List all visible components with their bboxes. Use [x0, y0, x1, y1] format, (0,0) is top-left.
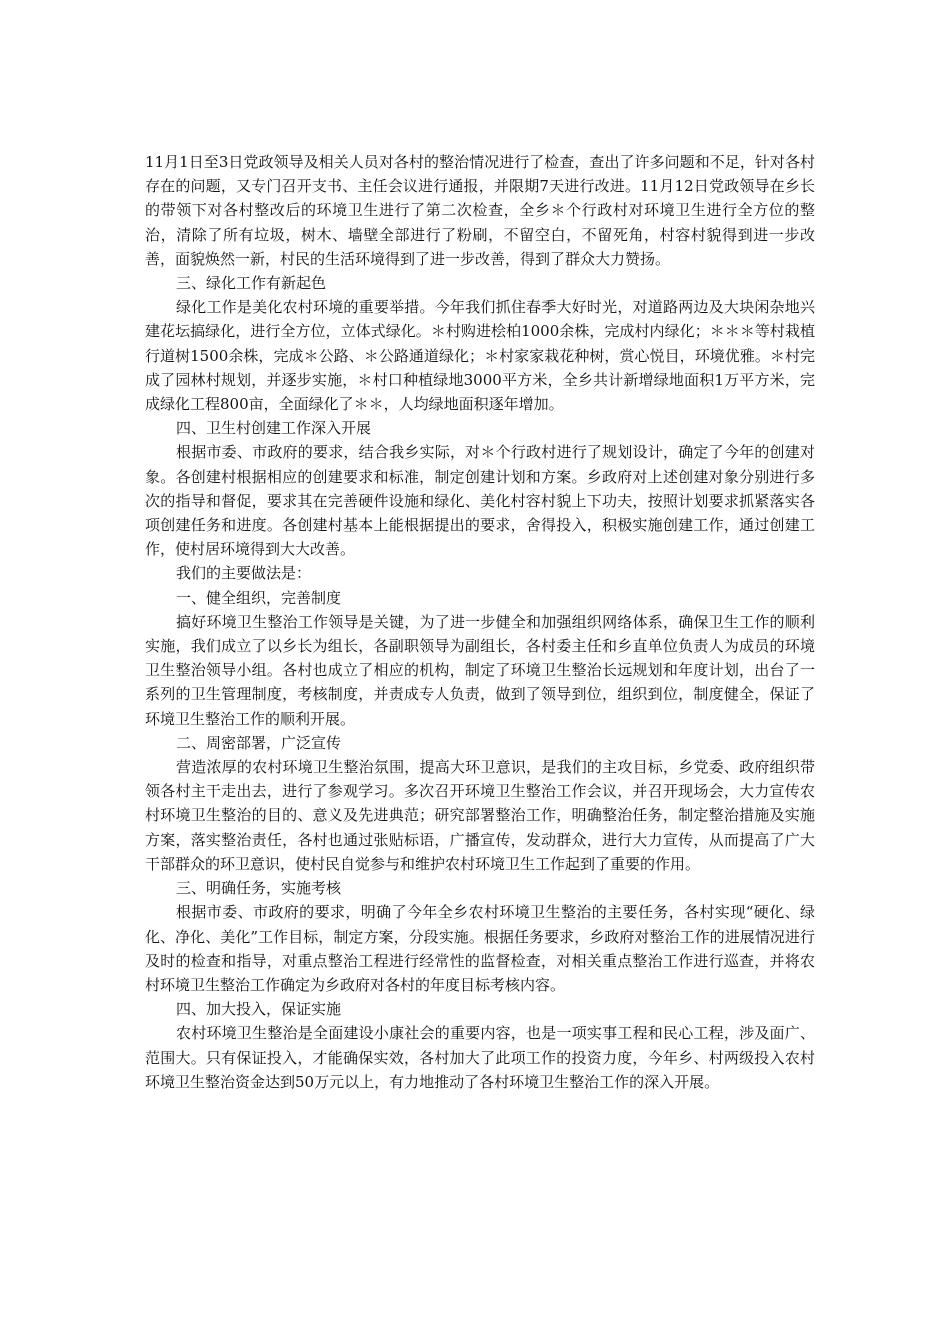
paragraph-sanitary-village: 根据市委、市政府的要求，结合我乡实际，对＊个行政村进行了规划设计，确定了今年的创建对象。各创建村根据相应的创建要求和标准，制定创建计划和方案。乡政府对上述创建对象分别进行多次的指导和督促，要求其在完善硬件设施和绿化、美化村容村貌上下功夫，按照计划要求抓紧落实各项创建任务和进度。各创建村基本上能根据提出的要求，舍得投入，积极实施创建工作，通过创建工作，使村居环境得到大大改善。 — [145, 443, 815, 559]
document-body — [145, 150, 815, 1094]
heading-organization: 一、健全组织，完善制度 — [176, 588, 342, 607]
intro-main-practices: 我们的主要做法是： — [176, 564, 312, 583]
paragraph-inspection: 11月1日至3日党政领导及相关人员对各村的整治情况进行了检查，查出了许多问题和不足，针对各村存在的问题，又专门召开支书、主任会议进行通报，并限期7天进行改进。11月12日党政领导在乡长的带领下对各村整改后的环境卫生进行了第二次检查，全乡＊个行政村对环境卫生进行全方位的整治，清除了所有垃圾，树木、墙壁全部进行了粉刷，不留空白，不留死角，村容村貌得到进一步改善，面貌焕然一新，村民的生活环境得到了进一步改善，得到了群众大力赞扬。 — [145, 153, 815, 268]
heading-investment: 四、加大投入，保证实施 — [176, 1000, 342, 1019]
heading-sanitary-village: 四、卫生村创建工作深入开展 — [176, 419, 372, 438]
heading-publicity: 二、周密部署，广泛宣传 — [176, 733, 342, 752]
heading-greening: 三、绿化工作有新起色 — [176, 274, 327, 293]
heading-tasks: 三、明确任务，实施考核 — [176, 879, 342, 898]
paragraph-investment: 农村环境卫生整治是全面建设小康社会的重要内容，也是一项实事工程和民心工程，涉及面广、范围大。只有保证投入，才能确保实效，各村加大了此项工作的投资力度，今年乡、村两级投入农村环境卫生整治资金达到50万元以上，有力地推动了各村环境卫生整治工作的深入开展。 — [145, 1024, 815, 1091]
paragraph-publicity: 营造浓厚的农村环境卫生整治氛围，提高大环卫意识，是我们的主攻目标，乡党委、政府组织带领各村主干走出去，进行了参观学习。多次召开环境卫生整治工作会议，并召开现场会，大力宣传农村环境卫生整治的目的、意义及先进典范；研究部署整治工作，明确整治任务，制定整治措施及实施方案，落实整治责任，各村也通过张贴标语，广播宣传，发动群众，进行大力宣传，从而提高了广大干部群众的环卫意识，使村民自觉参与和维护农村环境卫生工作起到了重要的作用。 — [145, 758, 815, 873]
paragraph-tasks: 根据市委、市政府的要求，明确了今年全乡农村环境卫生整治的主要任务，各村实现“硬化、绿化、净化、美化”工作目标，制定方案，分段实施。根据任务要求，乡政府对整治工作的进展情况进行及时的检查和指导，对重点整治工程进行经常性的监督检查，对相关重点整治工作进行巡查，并将农村环境卫生整治工作确定为乡政府对各村的年度目标考核内容。 — [145, 903, 815, 994]
paragraph-greening: 绿化工作是美化农村环境的重要举措。今年我们抓住春季大好时光，对道路两边及大块闲杂地兴建花坛搞绿化，进行全方位，立体式绿化。＊村购进桧柏1000余株，完成村内绿化；＊＊＊等村栽植行道树1500余株，完成＊公路、＊公路通道绿化；＊村家家栽花种树，赏心悦目，环境优雅。＊村完成了园林村规划，并逐步实施，＊村口种植绿地3000平方米，全乡共计新增绿地面积1万平方米，完成绿化工程800亩，全面绿化了＊＊，人均绿地面积逐年增加。 — [145, 298, 815, 414]
paragraph-organization: 搞好环境卫生整治工作领导是关键，为了进一步健全和加强组织网络体系，确保卫生工作的顺利实施，我们成立了以乡长为组长，各副职领导为副组长，各村委主任和乡直单位负责人为成员的环境卫生整治领导小组。各村也成立了相应的机构，制定了环境卫生整治长远规划和年度计划，出台了一系列的卫生管理制度，考核制度，并责成专人负责，做到了领导到位，组织到位，制度健全，保证了环境卫生整治工作的顺利开展。 — [145, 612, 815, 728]
